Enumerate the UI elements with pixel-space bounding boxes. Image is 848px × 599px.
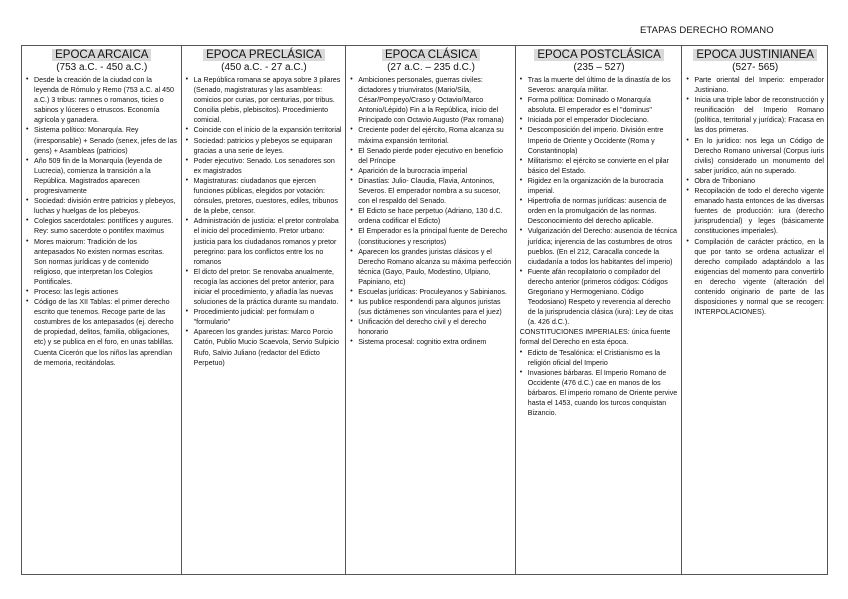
- era-dates: (450 a.C. - 27 a.C.): [221, 62, 307, 73]
- list-item: • Colegios sacerdotales: pontífices y augures. Rey: sumo sacerdote o pontifex maximus: [26, 216, 178, 236]
- list-item: • Edicto de Tesalónica: el Cristianismo es la religión oficial del Imperio: [520, 348, 679, 368]
- list-item: • El dicto del pretor: Se renovaba anualmente, recogía las acciones del pretor anterior, para iniciar el procedimiento, y añadía las nuevas soluciones de la práctica durante su mandato.: [186, 267, 343, 307]
- list-item: CONSTITUCIONES IMPERIALES: única fuente formal del Derecho en esta época.: [519, 328, 671, 347]
- list-item: • Inicia una triple labor de reconstrucción y reunificación del Imperio Romano (política, territorial y jurídica): Fracasa en las dos primeras.: [686, 95, 824, 135]
- list-item: • Sociedad: patricios y plebeyos se equiparan gracias a una serie de leyes.: [186, 136, 343, 156]
- era-column-clasica: [346, 46, 516, 574]
- list-item: • Poder ejecutivo: Senado. Los senadores son ex magistrados: [186, 156, 343, 176]
- era-dates: (27 a.C. – 235 d.C.): [387, 62, 475, 73]
- list-item: • En lo jurídico: nos lega un Código de Derecho Romano universal (Corpus iuris civilis) considerado un monumento del saber jurídico, aún no superado.: [686, 136, 824, 176]
- era-items: [520, 75, 679, 418]
- list-item: • Unificación del derecho civil y el derecho honorario: [350, 317, 512, 337]
- era-title: EPOCA POSTCLÁSICA: [534, 49, 663, 61]
- page-title: ETAPAS DERECHO ROMANO: [640, 25, 774, 36]
- list-item: • Compilación de carácter práctico, en la que por tanto se ordena actualizar el derecho compilado adaptándolo a las exigencias del momento para convertirlo en derecho vigente (alteración del contenido originario de parte de las disposiciones y normal que se recogen: INTERPOLACIONES).: [686, 237, 824, 318]
- list-item: • Forma política: Dominado o Monarquía absoluta. El emperador es el "dominus": [520, 95, 679, 115]
- list-item: • Mores maiorum: Tradición de los antepasados No existen normas escritas. Son normas jurídicas y de contenido religioso, que interpretan los Colegios Pontificales.: [26, 237, 178, 287]
- list-item: • Aparecen los grandes juristas clásicos y el Derecho Romano alcanza su máxima perfección técnica (Gayo, Paulo, Modestino, Ulpiano, Papiniano, etc): [350, 247, 512, 287]
- era-items: [26, 75, 178, 368]
- list-item: • Recopilación de todo el derecho vigente emanado hasta entonces de las diversas fuentes de producción: iura (derecho jurisprudencial) y leges (básicamente constituciones imperiales).: [686, 186, 824, 236]
- list-item: • Aparición de la burocracia imperial: [350, 166, 512, 176]
- list-item: • Procedimiento judicial: per formulam o "formulario": [186, 307, 343, 327]
- list-item: • Invasiones bárbaras. El Imperio Romano de Occidente (476 d.C.) cae en manos de los bárbaros. El imperio romano de Oriente pervive hasta el 1453, cuando los turcos conquistan Bizancio.: [520, 368, 679, 418]
- list-item: • Rigidez en la organización de la burocracia imperial.: [520, 176, 679, 196]
- list-item: • Iniciada por el emperador Diocleciano.: [520, 115, 679, 125]
- era-items: [350, 75, 512, 348]
- era-column-arcaica: [22, 46, 182, 574]
- list-item: • Coincide con el inicio de la expansión territorial: [186, 125, 343, 135]
- era-column-preclasica: [182, 46, 347, 574]
- list-item: • Ius publice respondendi para algunos juristas (sus dictámenes son vinculantes para el juez): [350, 297, 512, 317]
- list-item: • El Senado pierde poder ejecutivo en beneficio del Príncipe: [350, 146, 512, 166]
- list-item: • Hipertrofia de normas jurídicas: ausencia de orden en la promulgación de las normas. Desconocimiento del derecho aplicable.: [520, 196, 679, 226]
- list-item: • Sistema procesal: cognitio extra ordinem: [350, 337, 512, 347]
- era-dates: (527- 565): [732, 62, 779, 73]
- era-items: [186, 75, 343, 368]
- era-items: [686, 75, 824, 317]
- list-item: • El Emperador es la principal fuente de Derecho (constituciones y rescriptos): [350, 226, 512, 246]
- list-item: • Militarismo: el ejército se convierte en el pilar básico del Estado.: [520, 156, 679, 176]
- list-item: • Sistema político: Monarquía. Rey (irresponsable) + Senado (senex, jefes de las gens) + Asambleas (patricios): [26, 125, 178, 155]
- list-item: • La República romana se apoya sobre 3 pilares (Senado, magistraturas y las asambleas: comicios por curias, por centurias, por tribus. Concilia plebis, plebiscitos). Procedimiento comicial.: [186, 75, 343, 125]
- era-column-justinianea: [682, 46, 827, 574]
- list-item: • Administración de justicia: el pretor controlaba el inicio del procedimiento. Pretor urbano: justicia para los ciudadanos romanos y pretor peregrino: para los conflictos entre los no romanos: [186, 216, 343, 266]
- era-dates: (753 a.C. - 450 a.C.): [56, 62, 148, 73]
- list-item: • Ambiciones personales, guerras civiles: dictadores y triunviratos (Mario/Sila, César/Pompeyo/Craso y Octavio/Marco Antonio/Lépido) Fin a la República, inicio del Principado con Octavio Augusto (Pax romana): [350, 75, 512, 125]
- era-dates: (235 – 527): [573, 62, 625, 73]
- list-item: • Dinastías: Julio- Claudia, Flavia, Antoninos, Severos. El emperador nombra a su sucesor, con el respaldo del Senado.: [350, 176, 512, 206]
- era-title: EPOCA ARCAICA: [52, 49, 151, 61]
- list-item: • Vulgarización del Derecho: ausencia de técnica jurídica; injerencia de las costumbres de otros pueblos. (En el 212, Caracalla concede la ciudadanía a todos los habitantes del imperio): [520, 226, 679, 266]
- era-title: EPOCA PRECLÁSICA: [203, 49, 325, 61]
- list-item: • Aparecen los grandes juristas: Marco Porcio Catón, Publio Mucio Scaevola, Servio Sulpicio Rufo, Salvio Juliano (redactor del Edicto Perpetuo): [186, 327, 343, 367]
- list-item: • Parte oriental del Imperio: emperador Justiniano.: [686, 75, 824, 95]
- eras-table: [21, 45, 828, 575]
- list-item: • Tras la muerte del último de la dinastía de los Severos: anarquía militar.: [520, 75, 679, 95]
- list-item: • Descomposición del imperio. División entre Imperio de Oriente y Occidente (Roma y Constantinopla): [520, 125, 679, 155]
- list-item: • Obra de Triboniano: [686, 176, 824, 186]
- era-title: EPOCA JUSTINIANEA: [693, 49, 817, 61]
- era-column-postclasica: [516, 46, 683, 574]
- list-item: • Año 509 fin de la Monarquía (leyenda de Lucrecia), comienza la transición a la República. Magistrados aparecen progresivamente: [26, 156, 178, 196]
- list-item: • Sociedad: división entre patricios y plebeyos, luchas y huelgas de los plebeyos.: [26, 196, 178, 216]
- list-item: • Escuelas jurídicas: Proculeyanos y Sabinianos.: [350, 287, 512, 297]
- list-item: • Fuente afán recopilatorio o compilador del derecho anterior (primeros códigos: Códigos Gregoriano y Hermogeniano. Código Teodosiano) Respeto y reverencia al derecho de la jurisprudencia clásica (iura): Ley de citas (a. 426 d.C.).: [520, 267, 679, 328]
- era-title: EPOCA CLÁSICA: [382, 49, 480, 61]
- list-item: • Desde la creación de la ciudad con la leyenda de Rómulo y Remo (753 a.C. al 450 a.C.) 3 tribus: ramnes o romanos, ticies o sabinos y lúceres o etruscos. Economía agrícola y ganadera.: [26, 75, 178, 125]
- list-item: • Código de las XII Tablas: el primer derecho escrito que tenemos. Recoge parte de las costumbres de los antepasados (ej. derecho de propiedad, delitos, familia, obligaciones, etc) y se publica en el foro, en unas tablillas. Cuenta Cicerón que los niños las aprendían de memoria, recitándolas.: [26, 297, 178, 368]
- list-item: • Proceso: las legis actiones: [26, 287, 178, 297]
- list-item: • El Edicto se hace perpetuo (Adriano, 130 d.C. ordena codificar el Edicto): [350, 206, 512, 226]
- list-item: • Creciente poder del ejército, Roma alcanza su máxima expansión territorial.: [350, 125, 512, 145]
- list-item: • Magistraturas: ciudadanos que ejercen funciones públicas, elegidos por votación: cónsules, pretores, cuestores, ediles, tribunos de la plebe, censor.: [186, 176, 343, 216]
